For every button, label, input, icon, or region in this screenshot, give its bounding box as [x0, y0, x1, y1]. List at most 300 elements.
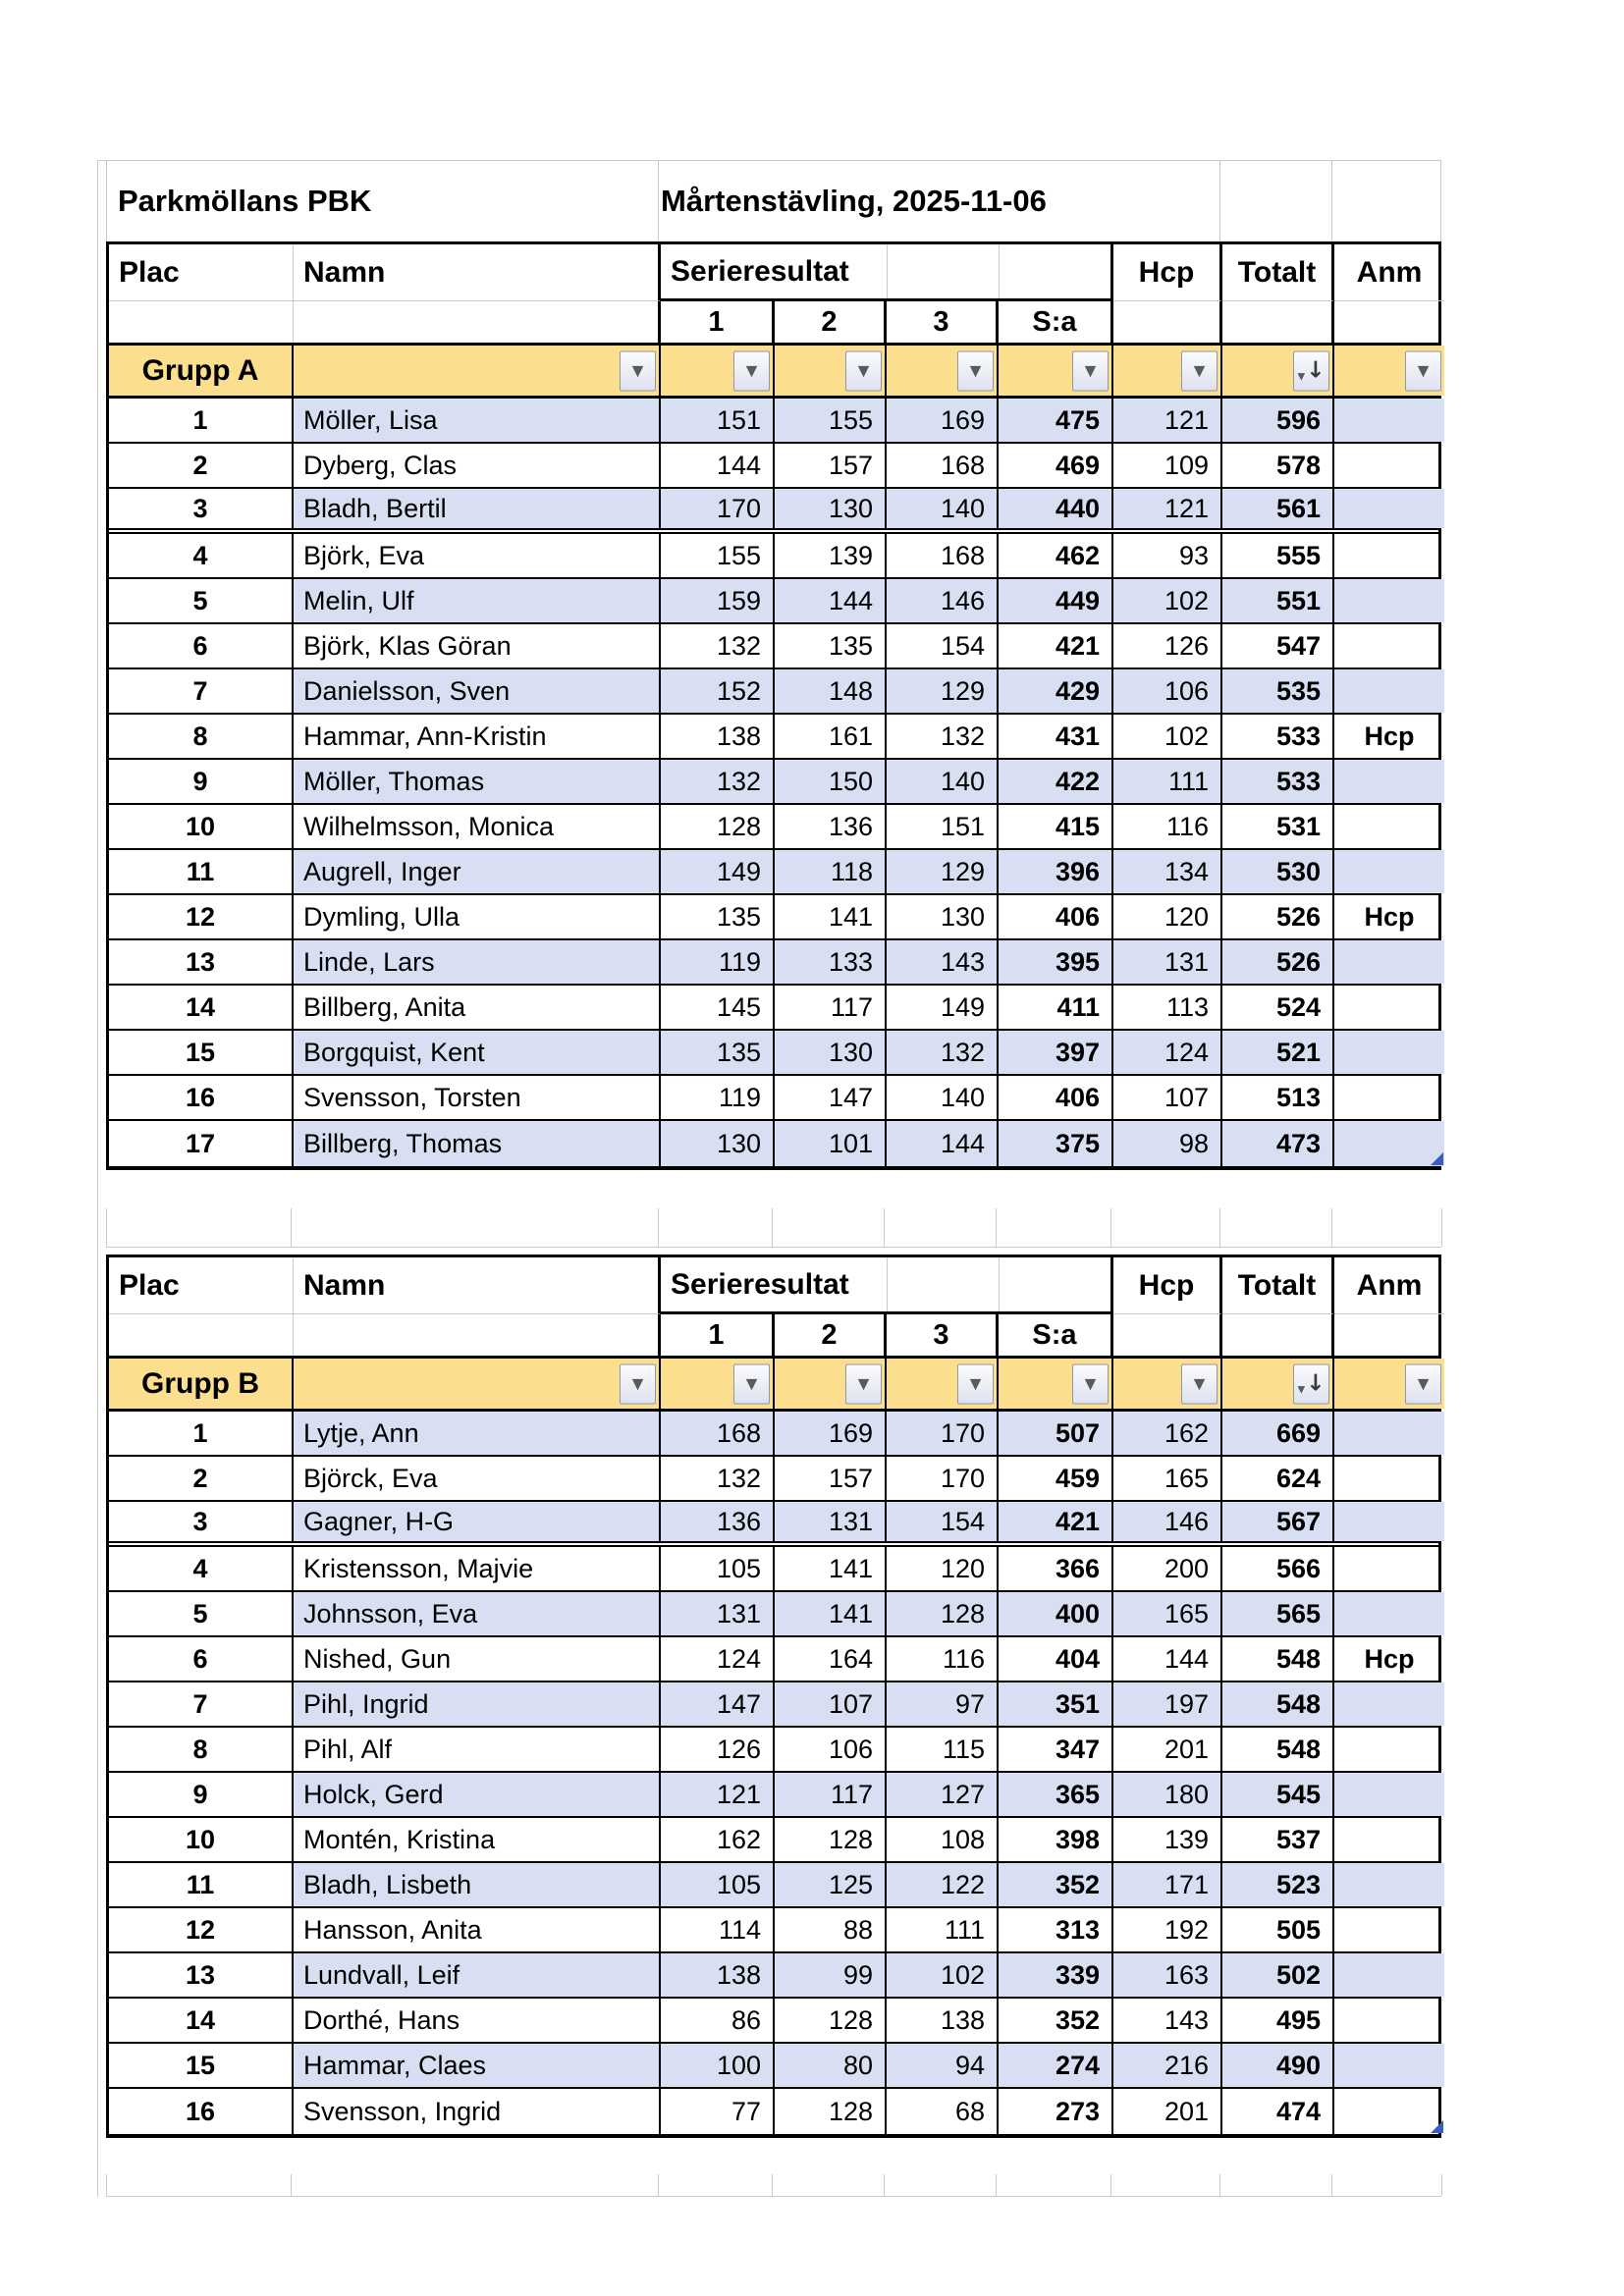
plac-cell[interactable]: 5	[109, 1592, 294, 1635]
serie-2-cell[interactable]: 169	[775, 1412, 887, 1455]
player-name-cell[interactable]: Holck, Gerd	[294, 1773, 661, 1816]
plac-cell[interactable]: 2	[109, 1457, 294, 1500]
player-name-cell[interactable]: Lytje, Ann	[294, 1412, 661, 1455]
plac-cell[interactable]: 11	[109, 850, 294, 893]
player-name-cell[interactable]: Hansson, Anita	[294, 1908, 661, 1951]
filter-dropdown-serie2[interactable]	[845, 1363, 882, 1404]
anm-cell[interactable]	[1334, 489, 1444, 528]
serie-1-cell[interactable]: 168	[661, 1412, 775, 1455]
player-name-cell[interactable]: Gagner, H-G	[294, 1502, 661, 1541]
anm-cell[interactable]	[1334, 1592, 1444, 1635]
hcp-cell[interactable]: 165	[1113, 1592, 1222, 1635]
hcp-cell[interactable]: 134	[1113, 850, 1222, 893]
serie-3-cell[interactable]: 128	[887, 1592, 999, 1635]
serie-2-cell[interactable]: 157	[775, 1457, 887, 1500]
filter-dropdown-sum[interactable]	[1072, 1363, 1109, 1404]
serie-1-cell[interactable]: 105	[661, 1547, 775, 1590]
plac-cell[interactable]: 4	[109, 1547, 294, 1590]
serie-1-cell[interactable]: 145	[661, 986, 775, 1029]
serie-sum-cell[interactable]: 462	[999, 534, 1113, 577]
player-name-cell[interactable]: Linde, Lars	[294, 940, 661, 984]
filter-dropdown-serie3[interactable]	[957, 1363, 994, 1404]
serie-sum-cell[interactable]: 366	[999, 1547, 1113, 1590]
serie-3-cell[interactable]: 140	[887, 1076, 999, 1119]
serie-sum-cell[interactable]: 351	[999, 1682, 1113, 1726]
hcp-cell[interactable]: 102	[1113, 715, 1222, 758]
total-cell[interactable]: 537	[1222, 1818, 1334, 1861]
anm-cell[interactable]	[1334, 1728, 1444, 1771]
total-cell[interactable]: 474	[1222, 2089, 1334, 2134]
group-label-cell[interactable]: Grupp B	[109, 1359, 294, 1409]
hcp-cell[interactable]: 98	[1113, 1121, 1222, 1166]
anm-cell[interactable]: Hcp	[1364, 901, 1415, 932]
serie-sum-cell[interactable]: 273	[999, 2089, 1113, 2134]
column-header-serie-1[interactable]: 1	[661, 1314, 775, 1356]
serie-2-cell[interactable]: 131	[775, 1502, 887, 1541]
anm-cell[interactable]	[1334, 1121, 1444, 1166]
total-cell[interactable]: 565	[1222, 1592, 1334, 1635]
plac-cell[interactable]: 14	[109, 1999, 294, 2042]
total-cell[interactable]: 551	[1222, 579, 1334, 622]
total-cell[interactable]: 548	[1222, 1637, 1334, 1681]
group-label-cell[interactable]: Grupp A	[109, 346, 294, 396]
plac-cell[interactable]: 9	[109, 1773, 294, 1816]
serie-3-cell[interactable]: 102	[887, 1953, 999, 1997]
plac-cell[interactable]: 13	[109, 1953, 294, 1997]
serie-2-cell[interactable]: 135	[775, 624, 887, 667]
anm-cell[interactable]	[1334, 669, 1444, 713]
serie-3-cell[interactable]: 168	[887, 534, 999, 577]
serie-3-cell[interactable]: 115	[887, 1728, 999, 1771]
player-name-cell[interactable]: Billberg, Thomas	[294, 1121, 661, 1166]
serie-2-cell[interactable]: 157	[775, 444, 887, 487]
anm-cell[interactable]	[1334, 534, 1444, 577]
total-cell[interactable]: 533	[1222, 760, 1334, 803]
serie-3-cell[interactable]: 168	[887, 444, 999, 487]
serie-3-cell[interactable]: 154	[887, 1502, 999, 1541]
column-header-plac[interactable]: Plac	[109, 1257, 294, 1314]
player-name-cell[interactable]: Hammar, Ann-Kristin	[294, 715, 661, 758]
anm-cell[interactable]	[1334, 1818, 1444, 1861]
serie-sum-cell[interactable]: 422	[999, 760, 1113, 803]
hcp-cell[interactable]: 143	[1113, 1999, 1222, 2042]
serie-2-cell[interactable]: 118	[775, 850, 887, 893]
hcp-cell[interactable]: 126	[1113, 624, 1222, 667]
anm-cell[interactable]	[1334, 760, 1444, 803]
hcp-cell[interactable]: 111	[1113, 760, 1222, 803]
filter-dropdown-namn[interactable]	[620, 1363, 656, 1404]
serie-2-cell[interactable]: 139	[775, 534, 887, 577]
serie-2-cell[interactable]: 106	[775, 1728, 887, 1771]
serie-sum-cell[interactable]: 352	[999, 1999, 1113, 2042]
filter-dropdown-anm[interactable]	[1405, 1363, 1441, 1404]
player-name-cell[interactable]: Danielsson, Sven	[294, 669, 661, 713]
serie-1-cell[interactable]: 138	[661, 1953, 775, 1997]
anm-cell[interactable]	[1334, 1076, 1444, 1119]
total-cell[interactable]: 530	[1222, 850, 1334, 893]
serie-2-cell[interactable]: 128	[775, 1818, 887, 1861]
serie-sum-cell[interactable]: 400	[999, 1592, 1113, 1635]
serie-1-cell[interactable]: 149	[661, 850, 775, 893]
plac-cell[interactable]: 13	[109, 940, 294, 984]
serie-sum-cell[interactable]: 429	[999, 669, 1113, 713]
serie-1-cell[interactable]: 132	[661, 760, 775, 803]
anm-cell[interactable]	[1334, 579, 1444, 622]
serie-2-cell[interactable]: 161	[775, 715, 887, 758]
player-name-cell[interactable]: Björk, Klas Göran	[294, 624, 661, 667]
hcp-cell[interactable]: 109	[1113, 444, 1222, 487]
serie-1-cell[interactable]: 105	[661, 1863, 775, 1906]
serie-3-cell[interactable]: 111	[887, 1908, 999, 1951]
total-cell[interactable]: 596	[1222, 399, 1334, 442]
serie-sum-cell[interactable]: 352	[999, 1863, 1113, 1906]
serie-1-cell[interactable]: 119	[661, 940, 775, 984]
serie-sum-cell[interactable]: 274	[999, 2044, 1113, 2087]
serie-sum-cell[interactable]: 347	[999, 1728, 1113, 1771]
serie-1-cell[interactable]: 130	[661, 1121, 775, 1166]
serie-3-cell[interactable]: 154	[887, 624, 999, 667]
player-name-cell[interactable]: Dyberg, Clas	[294, 444, 661, 487]
serie-sum-cell[interactable]: 507	[999, 1412, 1113, 1455]
filter-dropdown-totalt-sorted[interactable]	[1293, 1363, 1329, 1404]
plac-cell[interactable]: 5	[109, 579, 294, 622]
anm-cell[interactable]	[1334, 1031, 1444, 1074]
plac-cell[interactable]: 17	[109, 1121, 294, 1166]
anm-cell[interactable]	[1334, 1908, 1444, 1951]
player-name-cell[interactable]: Lundvall, Leif	[294, 1953, 661, 1997]
serie-3-cell[interactable]: 169	[887, 399, 999, 442]
total-cell[interactable]: 473	[1222, 1121, 1334, 1166]
serie-1-cell[interactable]: 119	[661, 1076, 775, 1119]
hcp-cell[interactable]: 124	[1113, 1031, 1222, 1074]
player-name-cell[interactable]: Möller, Thomas	[294, 760, 661, 803]
plac-cell[interactable]: 3	[109, 489, 294, 528]
hcp-cell[interactable]: 102	[1113, 579, 1222, 622]
hcp-cell[interactable]: 121	[1113, 399, 1222, 442]
serie-sum-cell[interactable]: 397	[999, 1031, 1113, 1074]
plac-cell[interactable]: 1	[109, 399, 294, 442]
plac-cell[interactable]: 6	[109, 624, 294, 667]
hcp-cell[interactable]: 165	[1113, 1457, 1222, 1500]
serie-1-cell[interactable]: 159	[661, 579, 775, 622]
player-name-cell[interactable]: Björck, Eva	[294, 1457, 661, 1500]
column-header-anm[interactable]: Anm	[1334, 1257, 1444, 1314]
hcp-cell[interactable]: 144	[1113, 1637, 1222, 1681]
serie-1-cell[interactable]: 138	[661, 715, 775, 758]
total-cell[interactable]: 526	[1222, 940, 1334, 984]
total-cell[interactable]: 531	[1222, 805, 1334, 848]
serie-3-cell[interactable]: 138	[887, 1999, 999, 2042]
serie-2-cell[interactable]: 88	[775, 1908, 887, 1951]
hcp-cell[interactable]: 201	[1113, 1728, 1222, 1771]
serie-1-cell[interactable]: 147	[661, 1682, 775, 1726]
filter-dropdown-namn[interactable]	[620, 350, 656, 391]
filter-dropdown-hcp[interactable]	[1181, 1363, 1218, 1404]
hcp-cell[interactable]: 201	[1113, 2089, 1222, 2134]
column-header-plac[interactable]: Plac	[109, 244, 294, 301]
total-cell[interactable]: 505	[1222, 1908, 1334, 1951]
player-name-cell[interactable]: Dymling, Ulla	[294, 895, 661, 938]
serie-3-cell[interactable]: 129	[887, 850, 999, 893]
plac-cell[interactable]: 8	[109, 1728, 294, 1771]
filter-dropdown-anm[interactable]	[1405, 350, 1441, 391]
plac-cell[interactable]: 6	[109, 1637, 294, 1681]
plac-cell[interactable]: 15	[109, 2044, 294, 2087]
total-cell[interactable]: 566	[1222, 1547, 1334, 1590]
total-cell[interactable]: 545	[1222, 1773, 1334, 1816]
player-name-cell[interactable]: Wilhelmsson, Monica	[294, 805, 661, 848]
serie-sum-cell[interactable]: 469	[999, 444, 1113, 487]
serie-sum-cell[interactable]: 440	[999, 489, 1113, 528]
anm-cell[interactable]	[1334, 624, 1444, 667]
serie-2-cell[interactable]: 136	[775, 805, 887, 848]
player-name-cell[interactable]: Bladh, Bertil	[294, 489, 661, 528]
serie-1-cell[interactable]: 155	[661, 534, 775, 577]
serie-sum-cell[interactable]: 421	[999, 1502, 1113, 1541]
anm-cell[interactable]	[1334, 2044, 1444, 2087]
total-cell[interactable]: 561	[1222, 489, 1334, 528]
serie-3-cell[interactable]: 170	[887, 1457, 999, 1500]
serie-1-cell[interactable]: 128	[661, 805, 775, 848]
plac-cell[interactable]: 16	[109, 2089, 294, 2134]
serie-1-cell[interactable]: 86	[661, 1999, 775, 2042]
serie-2-cell[interactable]: 125	[775, 1863, 887, 1906]
column-header-anm[interactable]: Anm	[1334, 244, 1444, 301]
anm-cell[interactable]	[1334, 2089, 1444, 2134]
player-name-cell[interactable]: Borgquist, Kent	[294, 1031, 661, 1074]
anm-cell[interactable]	[1334, 986, 1444, 1029]
serie-sum-cell[interactable]: 395	[999, 940, 1113, 984]
column-header-hcp[interactable]: Hcp	[1113, 1257, 1222, 1314]
serie-2-cell[interactable]: 155	[775, 399, 887, 442]
hcp-cell[interactable]: 121	[1113, 489, 1222, 528]
serie-3-cell[interactable]: 120	[887, 1547, 999, 1590]
player-name-cell[interactable]: Kristensson, Majvie	[294, 1547, 661, 1590]
player-name-cell[interactable]: Billberg, Anita	[294, 986, 661, 1029]
total-cell[interactable]: 502	[1222, 1953, 1334, 1997]
serie-sum-cell[interactable]: 415	[999, 805, 1113, 848]
serie-sum-cell[interactable]: 421	[999, 624, 1113, 667]
serie-sum-cell[interactable]: 406	[999, 895, 1113, 938]
workbook-title-club[interactable]: Parkmöllans PBK	[118, 184, 372, 218]
total-cell[interactable]: 495	[1222, 1999, 1334, 2042]
anm-cell[interactable]	[1334, 1412, 1444, 1455]
serie-sum-cell[interactable]: 313	[999, 1908, 1113, 1951]
total-cell[interactable]: 578	[1222, 444, 1334, 487]
anm-cell[interactable]	[1334, 1773, 1444, 1816]
anm-cell[interactable]: Hcp	[1364, 721, 1415, 751]
filter-dropdown-serie3[interactable]	[957, 350, 994, 391]
hcp-cell[interactable]: 146	[1113, 1502, 1222, 1541]
serie-3-cell[interactable]: 129	[887, 669, 999, 713]
column-header-serie-3[interactable]: 3	[887, 1314, 999, 1356]
workbook-title-event[interactable]: Mårtenstävling, 2025-11-06	[661, 184, 1047, 218]
total-cell[interactable]: 548	[1222, 1682, 1334, 1726]
plac-cell[interactable]: 7	[109, 669, 294, 713]
plac-cell[interactable]: 7	[109, 1682, 294, 1726]
total-cell[interactable]: 548	[1222, 1728, 1334, 1771]
total-cell[interactable]: 669	[1222, 1412, 1334, 1455]
total-cell[interactable]: 624	[1222, 1457, 1334, 1500]
plac-cell[interactable]: 1	[109, 1412, 294, 1455]
serie-sum-cell[interactable]: 375	[999, 1121, 1113, 1166]
hcp-cell[interactable]: 93	[1113, 534, 1222, 577]
column-header-serie-sum[interactable]: S:a	[999, 301, 1113, 343]
hcp-cell[interactable]: 216	[1113, 2044, 1222, 2087]
serie-2-cell[interactable]: 141	[775, 1547, 887, 1590]
serie-1-cell[interactable]: 114	[661, 1908, 775, 1951]
serie-sum-cell[interactable]: 406	[999, 1076, 1113, 1119]
plac-cell[interactable]: 2	[109, 444, 294, 487]
plac-cell[interactable]: 9	[109, 760, 294, 803]
anm-cell[interactable]	[1334, 1502, 1444, 1541]
player-name-cell[interactable]: Nished, Gun	[294, 1637, 661, 1681]
filter-dropdown-serie1[interactable]	[733, 1363, 770, 1404]
serie-1-cell[interactable]: 152	[661, 669, 775, 713]
serie-2-cell[interactable]: 128	[775, 1999, 887, 2042]
anm-cell[interactable]	[1334, 399, 1444, 442]
serie-2-cell[interactable]: 164	[775, 1637, 887, 1681]
total-cell[interactable]: 533	[1222, 715, 1334, 758]
serie-sum-cell[interactable]: 475	[999, 399, 1113, 442]
filter-dropdown-hcp[interactable]	[1181, 350, 1218, 391]
serie-3-cell[interactable]: 149	[887, 986, 999, 1029]
serie-2-cell[interactable]: 147	[775, 1076, 887, 1119]
serie-2-cell[interactable]: 117	[775, 986, 887, 1029]
serie-1-cell[interactable]: 132	[661, 624, 775, 667]
anm-cell[interactable]	[1334, 444, 1444, 487]
serie-1-cell[interactable]: 121	[661, 1773, 775, 1816]
total-cell[interactable]: 490	[1222, 2044, 1334, 2087]
serie-3-cell[interactable]: 97	[887, 1682, 999, 1726]
hcp-cell[interactable]: 120	[1113, 895, 1222, 938]
column-header-hcp[interactable]: Hcp	[1113, 244, 1222, 301]
serie-2-cell[interactable]: 141	[775, 895, 887, 938]
serie-1-cell[interactable]: 135	[661, 1031, 775, 1074]
anm-cell[interactable]	[1334, 850, 1444, 893]
hcp-cell[interactable]: 200	[1113, 1547, 1222, 1590]
serie-2-cell[interactable]: 141	[775, 1592, 887, 1635]
plac-cell[interactable]: 12	[109, 1908, 294, 1951]
serie-3-cell[interactable]: 130	[887, 895, 999, 938]
serie-1-cell[interactable]: 126	[661, 1728, 775, 1771]
anm-cell[interactable]	[1334, 1682, 1444, 1726]
player-name-cell[interactable]: Bladh, Lisbeth	[294, 1863, 661, 1906]
serie-1-cell[interactable]: 77	[661, 2089, 775, 2134]
hcp-cell[interactable]: 139	[1113, 1818, 1222, 1861]
player-name-cell[interactable]: Möller, Lisa	[294, 399, 661, 442]
column-header-namn[interactable]: Namn	[294, 1257, 661, 1314]
serie-sum-cell[interactable]: 449	[999, 579, 1113, 622]
column-header-serieresultat[interactable]	[661, 1257, 1113, 1314]
total-cell[interactable]: 513	[1222, 1076, 1334, 1119]
player-name-cell[interactable]: Montén, Kristina	[294, 1818, 661, 1861]
plac-cell[interactable]: 12	[109, 895, 294, 938]
plac-cell[interactable]: 10	[109, 1818, 294, 1861]
serie-sum-cell[interactable]: 404	[999, 1637, 1113, 1681]
serie-2-cell[interactable]: 99	[775, 1953, 887, 1997]
anm-cell[interactable]: Hcp	[1364, 1643, 1415, 1674]
serie-3-cell[interactable]: 94	[887, 2044, 999, 2087]
column-header-serie-1[interactable]: 1	[661, 301, 775, 343]
serie-1-cell[interactable]: 100	[661, 2044, 775, 2087]
serie-2-cell[interactable]: 128	[775, 2089, 887, 2134]
total-cell[interactable]: 526	[1222, 895, 1334, 938]
player-name-cell[interactable]: Melin, Ulf	[294, 579, 661, 622]
serie-sum-cell[interactable]: 339	[999, 1953, 1113, 1997]
anm-cell[interactable]	[1334, 1547, 1444, 1590]
player-name-cell[interactable]: Björk, Eva	[294, 534, 661, 577]
player-name-cell[interactable]: Johnsson, Eva	[294, 1592, 661, 1635]
player-name-cell[interactable]: Augrell, Inger	[294, 850, 661, 893]
serie-3-cell[interactable]: 143	[887, 940, 999, 984]
plac-cell[interactable]: 3	[109, 1502, 294, 1541]
total-cell[interactable]: 547	[1222, 624, 1334, 667]
filter-dropdown-totalt-sorted[interactable]	[1293, 350, 1329, 391]
serie-3-cell[interactable]: 108	[887, 1818, 999, 1861]
serie-2-cell[interactable]: 148	[775, 669, 887, 713]
serie-3-cell[interactable]: 116	[887, 1637, 999, 1681]
total-cell[interactable]: 555	[1222, 534, 1334, 577]
hcp-cell[interactable]: 162	[1113, 1412, 1222, 1455]
serie-1-cell[interactable]: 124	[661, 1637, 775, 1681]
serie-sum-cell[interactable]: 411	[999, 986, 1113, 1029]
serie-3-cell[interactable]: 132	[887, 1031, 999, 1074]
column-header-totalt[interactable]: Totalt	[1222, 1257, 1334, 1314]
plac-cell[interactable]: 8	[109, 715, 294, 758]
serie-1-cell[interactable]: 132	[661, 1457, 775, 1500]
hcp-cell[interactable]: 116	[1113, 805, 1222, 848]
total-cell[interactable]: 521	[1222, 1031, 1334, 1074]
serie-3-cell[interactable]: 127	[887, 1773, 999, 1816]
hcp-cell[interactable]: 197	[1113, 1682, 1222, 1726]
serie-sum-cell[interactable]: 396	[999, 850, 1113, 893]
hcp-cell[interactable]: 107	[1113, 1076, 1222, 1119]
anm-cell[interactable]	[1334, 805, 1444, 848]
serie-1-cell[interactable]: 131	[661, 1592, 775, 1635]
hcp-cell[interactable]: 192	[1113, 1908, 1222, 1951]
serie-2-cell[interactable]: 80	[775, 2044, 887, 2087]
serie-2-cell[interactable]: 133	[775, 940, 887, 984]
column-header-totalt[interactable]: Totalt	[1222, 244, 1334, 301]
anm-cell[interactable]	[1334, 1457, 1444, 1500]
serie-3-cell[interactable]: 122	[887, 1863, 999, 1906]
serie-sum-cell[interactable]: 398	[999, 1818, 1113, 1861]
total-cell[interactable]: 524	[1222, 986, 1334, 1029]
serie-3-cell[interactable]: 140	[887, 760, 999, 803]
serie-1-cell[interactable]: 162	[661, 1818, 775, 1861]
serie-2-cell[interactable]: 117	[775, 1773, 887, 1816]
total-cell[interactable]: 567	[1222, 1502, 1334, 1541]
serie-sum-cell[interactable]: 365	[999, 1773, 1113, 1816]
filter-dropdown-sum[interactable]	[1072, 350, 1109, 391]
serie-3-cell[interactable]: 132	[887, 715, 999, 758]
serie-2-cell[interactable]: 130	[775, 489, 887, 528]
column-header-serie-2[interactable]: 2	[775, 301, 887, 343]
hcp-cell[interactable]: 106	[1113, 669, 1222, 713]
column-header-serie-3[interactable]: 3	[887, 301, 999, 343]
serie-2-cell[interactable]: 144	[775, 579, 887, 622]
serie-3-cell[interactable]: 151	[887, 805, 999, 848]
total-cell[interactable]: 535	[1222, 669, 1334, 713]
anm-cell[interactable]	[1334, 1999, 1444, 2042]
serie-1-cell[interactable]: 151	[661, 399, 775, 442]
column-header-namn[interactable]: Namn	[294, 244, 661, 301]
serie-3-cell[interactable]: 146	[887, 579, 999, 622]
total-cell[interactable]: 523	[1222, 1863, 1334, 1906]
hcp-cell[interactable]: 180	[1113, 1773, 1222, 1816]
hcp-cell[interactable]: 113	[1113, 986, 1222, 1029]
